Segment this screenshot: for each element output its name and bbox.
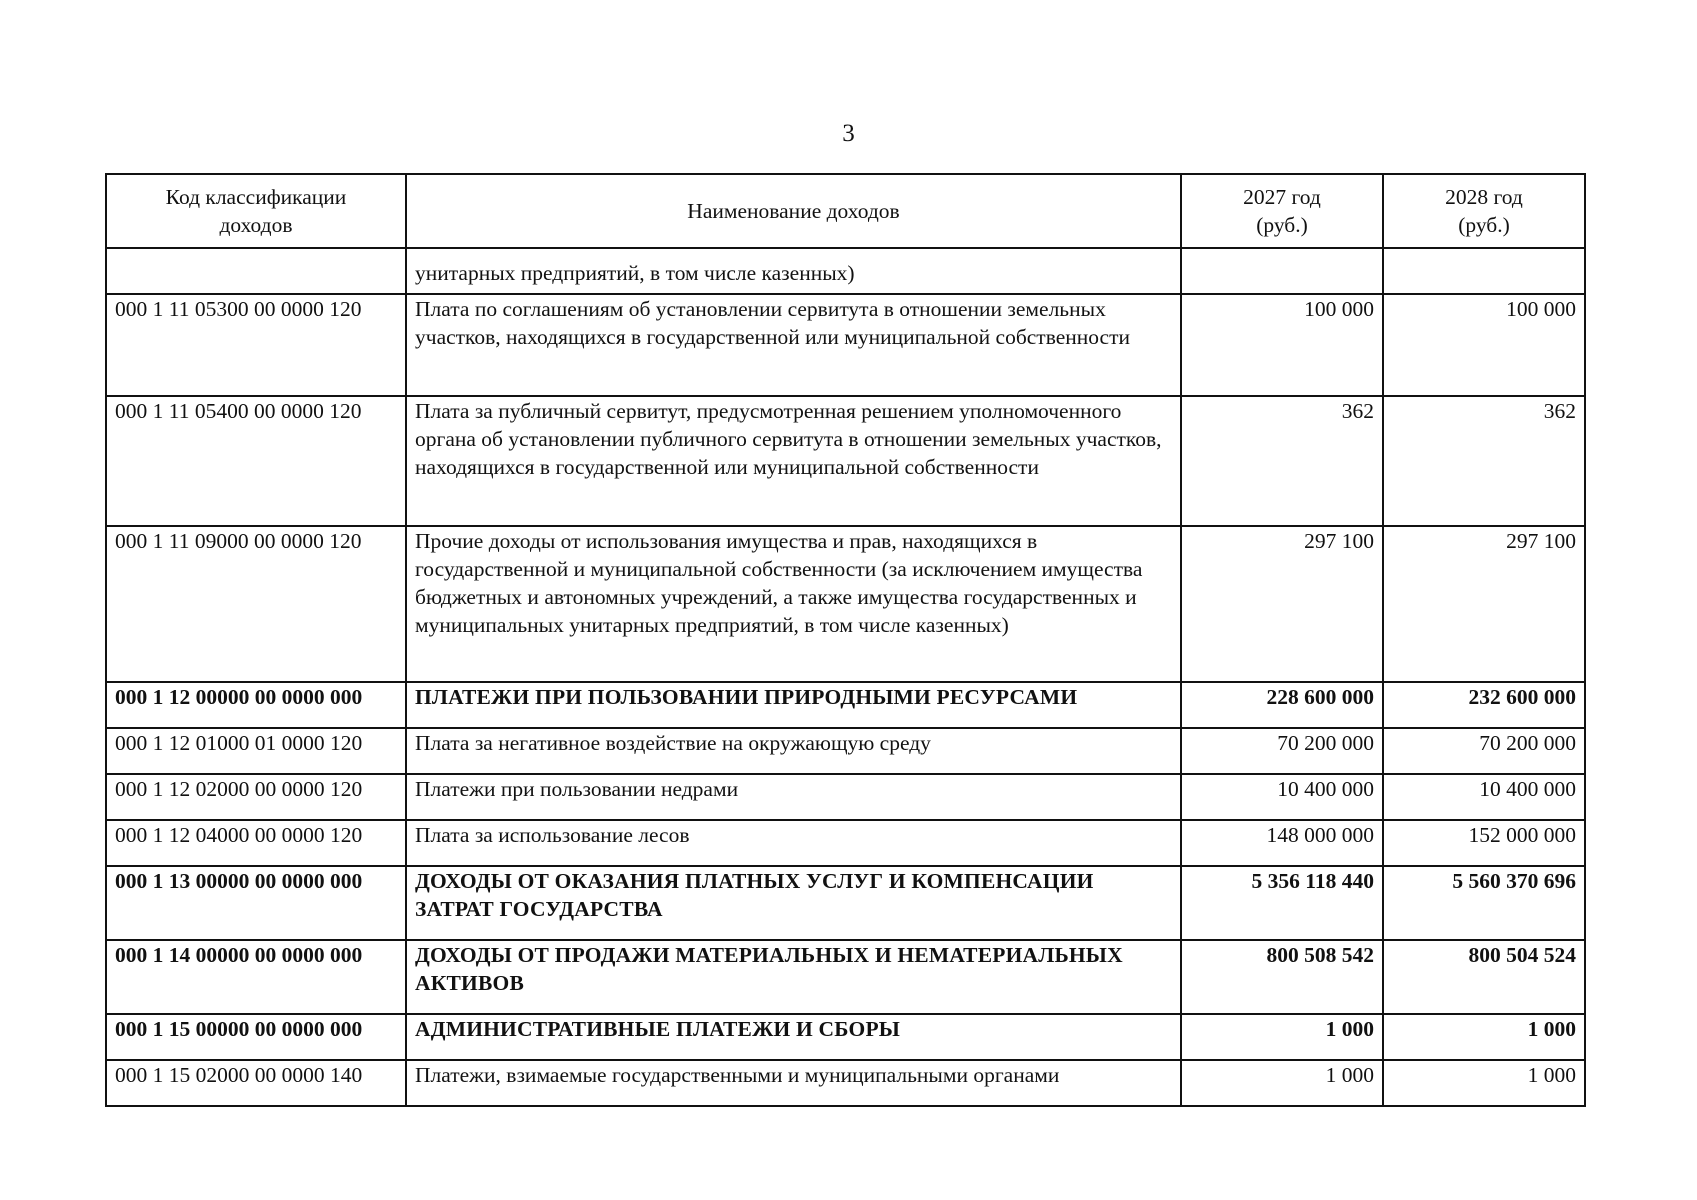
row-2028: 362	[1383, 396, 1585, 526]
row-name: Плата за использование лесов	[406, 820, 1181, 866]
row-code: 000 1 12 01000 01 0000 120	[106, 728, 406, 774]
row-2027: 148 000 000	[1181, 820, 1383, 866]
row-name: унитарных предприятий, в том числе казенных)	[406, 248, 1181, 294]
row-code: 000 1 15 00000 00 0000 000	[106, 1014, 406, 1060]
row-2028: 100 000	[1383, 294, 1585, 396]
row-2028: 1 000	[1383, 1014, 1585, 1060]
row-2027: 100 000	[1181, 294, 1383, 396]
row-2028: 1 000	[1383, 1060, 1585, 1106]
row-code: 000 1 11 09000 00 0000 120	[106, 526, 406, 682]
table-row	[106, 682, 1585, 728]
table-row	[106, 1014, 1585, 1060]
header-name: Наименование доходов	[406, 174, 1181, 248]
row-2027: 10 400 000	[1181, 774, 1383, 820]
table-row	[106, 294, 1585, 396]
row-2027: 70 200 000	[1181, 728, 1383, 774]
row-2027: 1 000	[1181, 1014, 1383, 1060]
row-2028: 232 600 000	[1383, 682, 1585, 728]
row-name: ДОХОДЫ ОТ ПРОДАЖИ МАТЕРИАЛЬНЫХ И НЕМАТЕРИАЛЬНЫХ АКТИВОВ	[406, 940, 1181, 1014]
header-2027: 2027 год (руб.)	[1181, 174, 1383, 248]
row-2028: 800 504 524	[1383, 940, 1585, 1014]
row-2027: 297 100	[1181, 526, 1383, 682]
row-name: Платежи при пользовании недрами	[406, 774, 1181, 820]
table-row	[106, 866, 1585, 940]
table-row	[106, 774, 1585, 820]
row-2028: 10 400 000	[1383, 774, 1585, 820]
row-name: Плата за негативное воздействие на окружающую среду	[406, 728, 1181, 774]
row-2027	[1181, 248, 1383, 294]
row-name: Плата по соглашениям об установлении сервитута в отношении земельных участков, находящихся в государственной или муниципальной собственности	[406, 294, 1181, 396]
table-row	[106, 526, 1585, 682]
table-row	[106, 940, 1585, 1014]
row-code: 000 1 14 00000 00 0000 000	[106, 940, 406, 1014]
row-2027: 362	[1181, 396, 1383, 526]
row-name: Платежи, взимаемые государственными и муниципальными органами	[406, 1060, 1181, 1106]
table-header	[106, 174, 1585, 248]
row-name: Плата за публичный сервитут, предусмотренная решением уполномоченного органа об установлении публичного сервитута в отношении земельных участков, находящихся в государственной или муниципальной собственности	[406, 396, 1181, 526]
table-row	[106, 820, 1585, 866]
table-row	[106, 396, 1585, 526]
row-2028: 5 560 370 696	[1383, 866, 1585, 940]
row-code: 000 1 13 00000 00 0000 000	[106, 866, 406, 940]
table-row	[106, 248, 1585, 294]
row-2028: 297 100	[1383, 526, 1585, 682]
header-2028: 2028 год (руб.)	[1383, 174, 1585, 248]
row-code: 000 1 11 05300 00 0000 120	[106, 294, 406, 396]
table-row	[106, 1060, 1585, 1106]
row-name: АДМИНИСТРАТИВНЫЕ ПЛАТЕЖИ И СБОРЫ	[406, 1014, 1181, 1060]
row-2027: 800 508 542	[1181, 940, 1383, 1014]
row-code	[106, 248, 406, 294]
header-code: Код классификации доходов	[106, 174, 406, 248]
row-code: 000 1 15 02000 00 0000 140	[106, 1060, 406, 1106]
row-2027: 228 600 000	[1181, 682, 1383, 728]
income-table	[105, 173, 1586, 1107]
header-row	[106, 174, 1585, 248]
row-2027: 5 356 118 440	[1181, 866, 1383, 940]
row-2028: 70 200 000	[1383, 728, 1585, 774]
row-code: 000 1 11 05400 00 0000 120	[106, 396, 406, 526]
row-2028: 152 000 000	[1383, 820, 1585, 866]
row-code: 000 1 12 00000 00 0000 000	[106, 682, 406, 728]
row-name: ДОХОДЫ ОТ ОКАЗАНИЯ ПЛАТНЫХ УСЛУГ И КОМПЕНСАЦИИ ЗАТРАТ ГОСУДАРСТВА	[406, 866, 1181, 940]
row-name: Прочие доходы от использования имущества и прав, находящихся в государственной и муниципальной собственности (за исключением имущества бюджетных и автономных учреждений, а также имущества государственных и муниципальных унитарных предприятий, в том числе казенных)	[406, 526, 1181, 682]
row-code: 000 1 12 04000 00 0000 120	[106, 820, 406, 866]
row-2028	[1383, 248, 1585, 294]
row-2027: 1 000	[1181, 1060, 1383, 1106]
page-number: 3	[842, 120, 855, 147]
table-row	[106, 728, 1585, 774]
row-name: ПЛАТЕЖИ ПРИ ПОЛЬЗОВАНИИ ПРИРОДНЫМИ РЕСУРСАМИ	[406, 682, 1181, 728]
row-code: 000 1 12 02000 00 0000 120	[106, 774, 406, 820]
table-body	[106, 248, 1585, 1106]
